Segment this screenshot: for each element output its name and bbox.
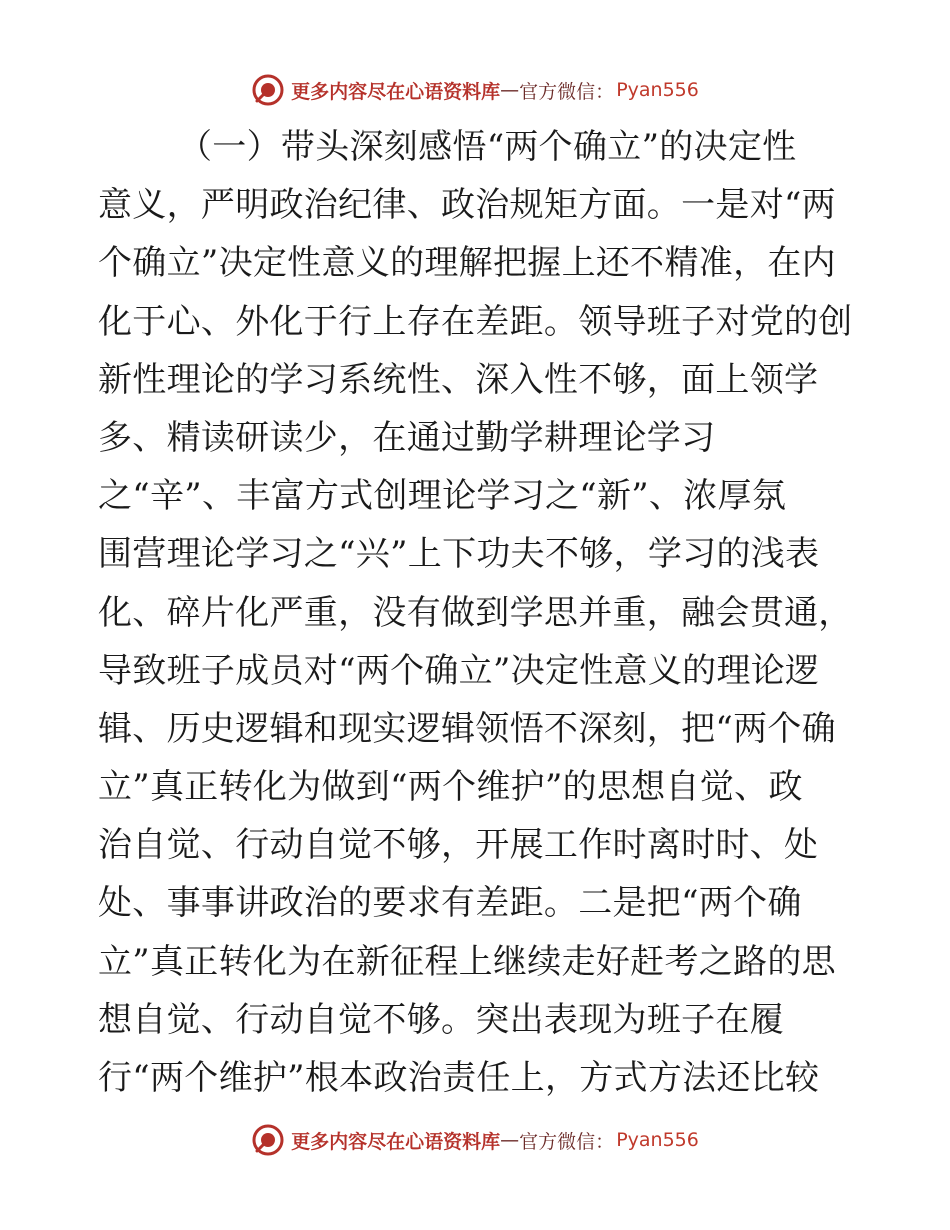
footer-watermark-banner bbox=[0, 1120, 950, 1160]
text-line-12: 立”真正转化为做到“两个维护”的思想自觉、政 bbox=[98, 767, 803, 808]
account-id: Pyan556 bbox=[616, 79, 699, 101]
text-line-4: 化于心、外化于行上存在差距。领导班子对党的创 bbox=[98, 301, 853, 342]
text-line-14: 处、事事讲政治的要求有差距。二是把“两个确 bbox=[98, 883, 802, 924]
account-id: Pyan556 bbox=[616, 1129, 699, 1151]
text-line-1: （一）带头深刻感悟“两个确立”的决定性 bbox=[178, 127, 797, 167]
text-line-5: 新性理论的学习系统性、深入性不够，面上领学 bbox=[98, 359, 819, 400]
text-line-3: 个确立”决定性意义的理解把握上还不精准，在内 bbox=[98, 243, 836, 284]
promo-text: 更多内容尽在心语资料库 bbox=[291, 1130, 501, 1153]
account-label: 官方微信： bbox=[519, 80, 615, 103]
text-line-10: 导致班子成员对“两个确立”决定性意义的理论逻 bbox=[98, 650, 820, 691]
text-line-11: 辑、历史逻辑和现实逻辑领悟不深刻，把“两个确 bbox=[98, 708, 836, 749]
header-watermark-banner bbox=[0, 70, 950, 110]
document-body bbox=[98, 118, 858, 1107]
promo-dash: — bbox=[500, 1129, 520, 1151]
promo-text: 更多内容尽在心语资料库 bbox=[291, 80, 501, 103]
text-line-8: 围营理论学习之“兴”上下功夫不够，学习的浅表 bbox=[98, 534, 820, 575]
text-line-15: 立”真正转化为在新征程上继续走好赶考之路的思 bbox=[98, 941, 836, 982]
text-line-7: 之“辛”、丰富方式创理论学习之“新”、浓厚氛 bbox=[98, 476, 787, 517]
account-label: 官方微信： bbox=[519, 1130, 615, 1153]
brand-logo-icon bbox=[251, 1123, 285, 1157]
text-line-6: 多、精读研读少，在通过勤学耕理论学习 bbox=[98, 417, 716, 458]
brand-logo-icon bbox=[251, 73, 285, 107]
text-line-17: 行“两个维护”根本政治责任上，方式方法还比较 bbox=[98, 1058, 820, 1098]
text-line-13: 治自觉、行动自觉不够，开展工作时离时时、处 bbox=[98, 825, 819, 866]
text-line-9: 化、碎片化严重，没有做到学思并重，融会贯通， bbox=[98, 592, 853, 633]
promo-dash: — bbox=[500, 79, 520, 101]
text-line-2: 意义，严明政治纪律、政治规矩方面。一是对“两 bbox=[98, 185, 836, 226]
text-line-16: 想自觉、行动自觉不够。突出表现为班子在履 bbox=[98, 999, 784, 1040]
